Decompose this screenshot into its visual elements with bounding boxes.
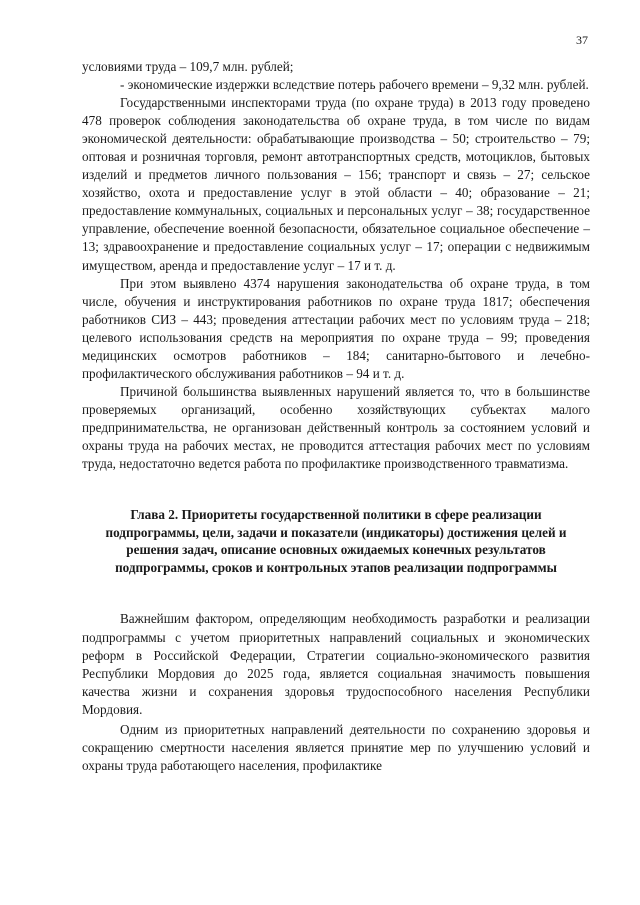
page-number: 37 xyxy=(576,33,588,47)
paragraph-inspections: Государственными инспекторами труда (по охране труда) в 2013 году проведено 478 проверок соблюдения законодательства об охране труда, в том числе по видам экономической деятельности: обрабатывающие производства – 50; строительство – 79; оптовая и розничная торговля, ремонт автотранспортных средств, мотоциклов, бытовых изделий и предметов личного пользования – 156; транспорт и связь – 27; сельское хозяйство, охота и предоставление услуг в этой области – 40; образование – 21; предоставление коммунальных, социальных и персональных услуг – 38; государственное управление, обеспечение военной безопасности, обязательное социальное обеспечение – 13; здравоохранение и предоставление социальных услуг – 17; операции с недвижимым имуществом, аренда и предоставление услуг – 17 и т. д. xyxy=(82,95,590,273)
chapter-heading: Глава 2. Приоритеты государственной политики в сфере реализации подпрограммы, цели, задачи и показатели (индикаторы) достижения целей и решения задач, описание основных ожидаемых конечных результатов подпрограммы, сроков и контрольных этапов реализации подпрограммы xyxy=(105,507,567,575)
paragraph-bullet-item: - экономические издержки вследствие потерь рабочего времени – 9,32 млн. рублей. xyxy=(120,77,589,93)
paragraph-violations: При этом выявлено 4374 нарушения законодательства об охране труда, в том числе, обучения и инструктирования работников по охране труда 1817; обеспечения работников СИЗ – 443; проведения аттестации рабочих мест по условиям труда – 218; целевого использования средств на мероприятия по охране труда – 99; проведения медицинских осмотров работников – 184; санитарно-бытового и лечебно-профилактического обслуживания работников – 94 и т. д. xyxy=(82,275,590,381)
document-body xyxy=(82,58,590,775)
paragraph-continuation: условиями труда – 109,7 млн. рублей; xyxy=(82,59,294,74)
paragraph-key-factor: Важнейшим фактором, определяющим необходимость разработки и реализации подпрограммы с учетом приоритетных направлений социальных и экономических реформ в Российской Федерации, Стратегии социально-экономического развития Республики Мордовия до 2025 года, является социальная значимость повышения качества жизни и сохранения здоровья трудоспособного населения Республики Мордовия. xyxy=(82,611,590,717)
paragraph-causes: Причиной большинства выявленных нарушений является то, что в большинстве проверяемых организаций, особенно хозяйствующих субъектах малого предпринимательства, не организован действенный контроль за состоянием условий и охраны труда на рабочих местах, не проводится аттестация рабочих мест по условиям труда, недостаточно ведется работа по профилактике производственного травматизма. xyxy=(82,383,590,472)
paragraph-priority-direction: Одним из приоритетных направлений деятельности по сохранению здоровья и сокращению смертности населения является принятие мер по улучшению условий и охраны труда работающего населения, профилактике xyxy=(82,721,590,773)
